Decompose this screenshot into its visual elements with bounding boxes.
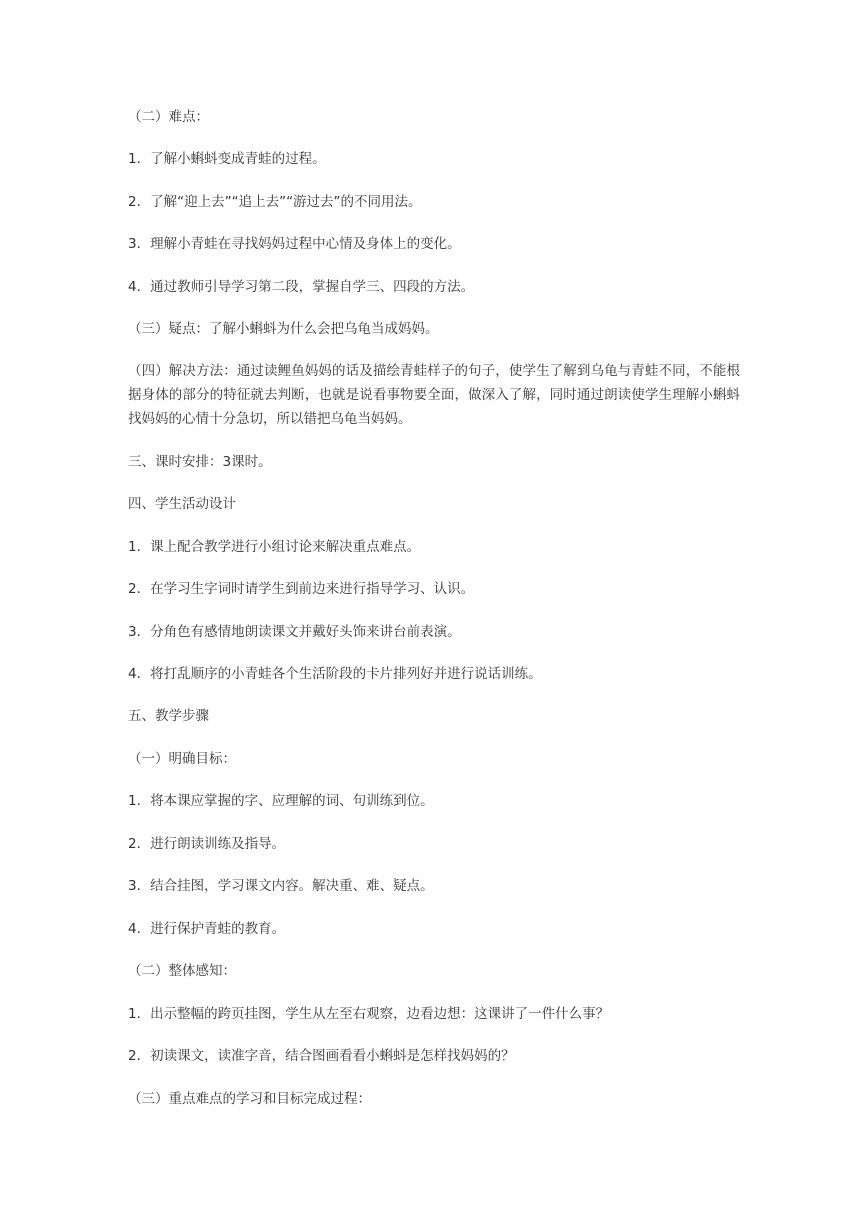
heading-overall-perception: （二）整体感知： [128,963,236,979]
goal-item-1: 1．将本课应掌握的字、应理解的词、句训练到位。 [128,793,434,809]
heading-teaching-steps: 五、教学步骤 [128,708,209,724]
goal-item-2: 2．进行朗读训练及指导。 [128,836,286,852]
activity-item-1: 1．课上配合教学进行小组讨论来解决重点难点。 [128,539,421,555]
heading-key-learning-process: （三）重点难点的学习和目标完成过程： [128,1091,371,1107]
activity-item-2: 2．在学习生字词时请学生到前边来进行指导学习、认识。 [128,581,475,597]
difficulty-item-3: 3．理解小青蛙在寻找妈妈过程中心情及身体上的变化。 [128,236,461,252]
heading-student-activities: 四、学生活动设计 [128,496,236,512]
perception-item-1: 1．出示整幅的跨页挂图，学生从左至右观察，边看边想：这课讲了一件什么事？ [128,1006,610,1022]
difficulty-item-1: 1．了解小蝌蚪变成青蛙的过程。 [128,151,326,167]
goal-item-3: 3．结合挂图，学习课文内容。解决重、难、疑点。 [128,878,434,894]
difficulty-item-4: 4．通过教师引导学习第二段，掌握自学三、四段的方法。 [128,279,475,295]
heading-difficulties: （二）难点： [128,109,209,125]
perception-item-2: 2．初读课文，读准字音，结合图画看看小蝌蚪是怎样找妈妈的？ [128,1048,515,1064]
difficulty-item-2: 2．了解“迎上去”“追上去”“游过去”的不同用法。 [128,194,422,210]
goal-item-4: 4．进行保护青蛙的教育。 [128,921,286,937]
heading-class-hours: 三、课时安排：3课时。 [128,454,272,470]
activity-item-4: 4．将打乱顺序的小青蛙各个生活阶段的卡片排列好并进行说话训练。 [128,666,542,682]
heading-clear-goals: （一）明确目标： [128,751,236,767]
activity-item-3: 3．分角色有感情地朗读课文并戴好头饰来讲台前表演。 [128,624,461,640]
heading-doubts: （三）疑点：了解小蝌蚪为什么会把乌龟当成妈妈。 [128,321,439,337]
solution-paragraph: （四）解决方法：通过读鲤鱼妈妈的话及描绘青蛙样子的句子，使学生了解到乌龟与青蛙不同，不能根据身体的部分的特征就去判断，也就是说看事物要全面，做深入了解，同时通过朗读使学生理解小蝌蚪找妈妈的心情十分急切，所以错把乌龟当妈妈。 [128,363,740,427]
